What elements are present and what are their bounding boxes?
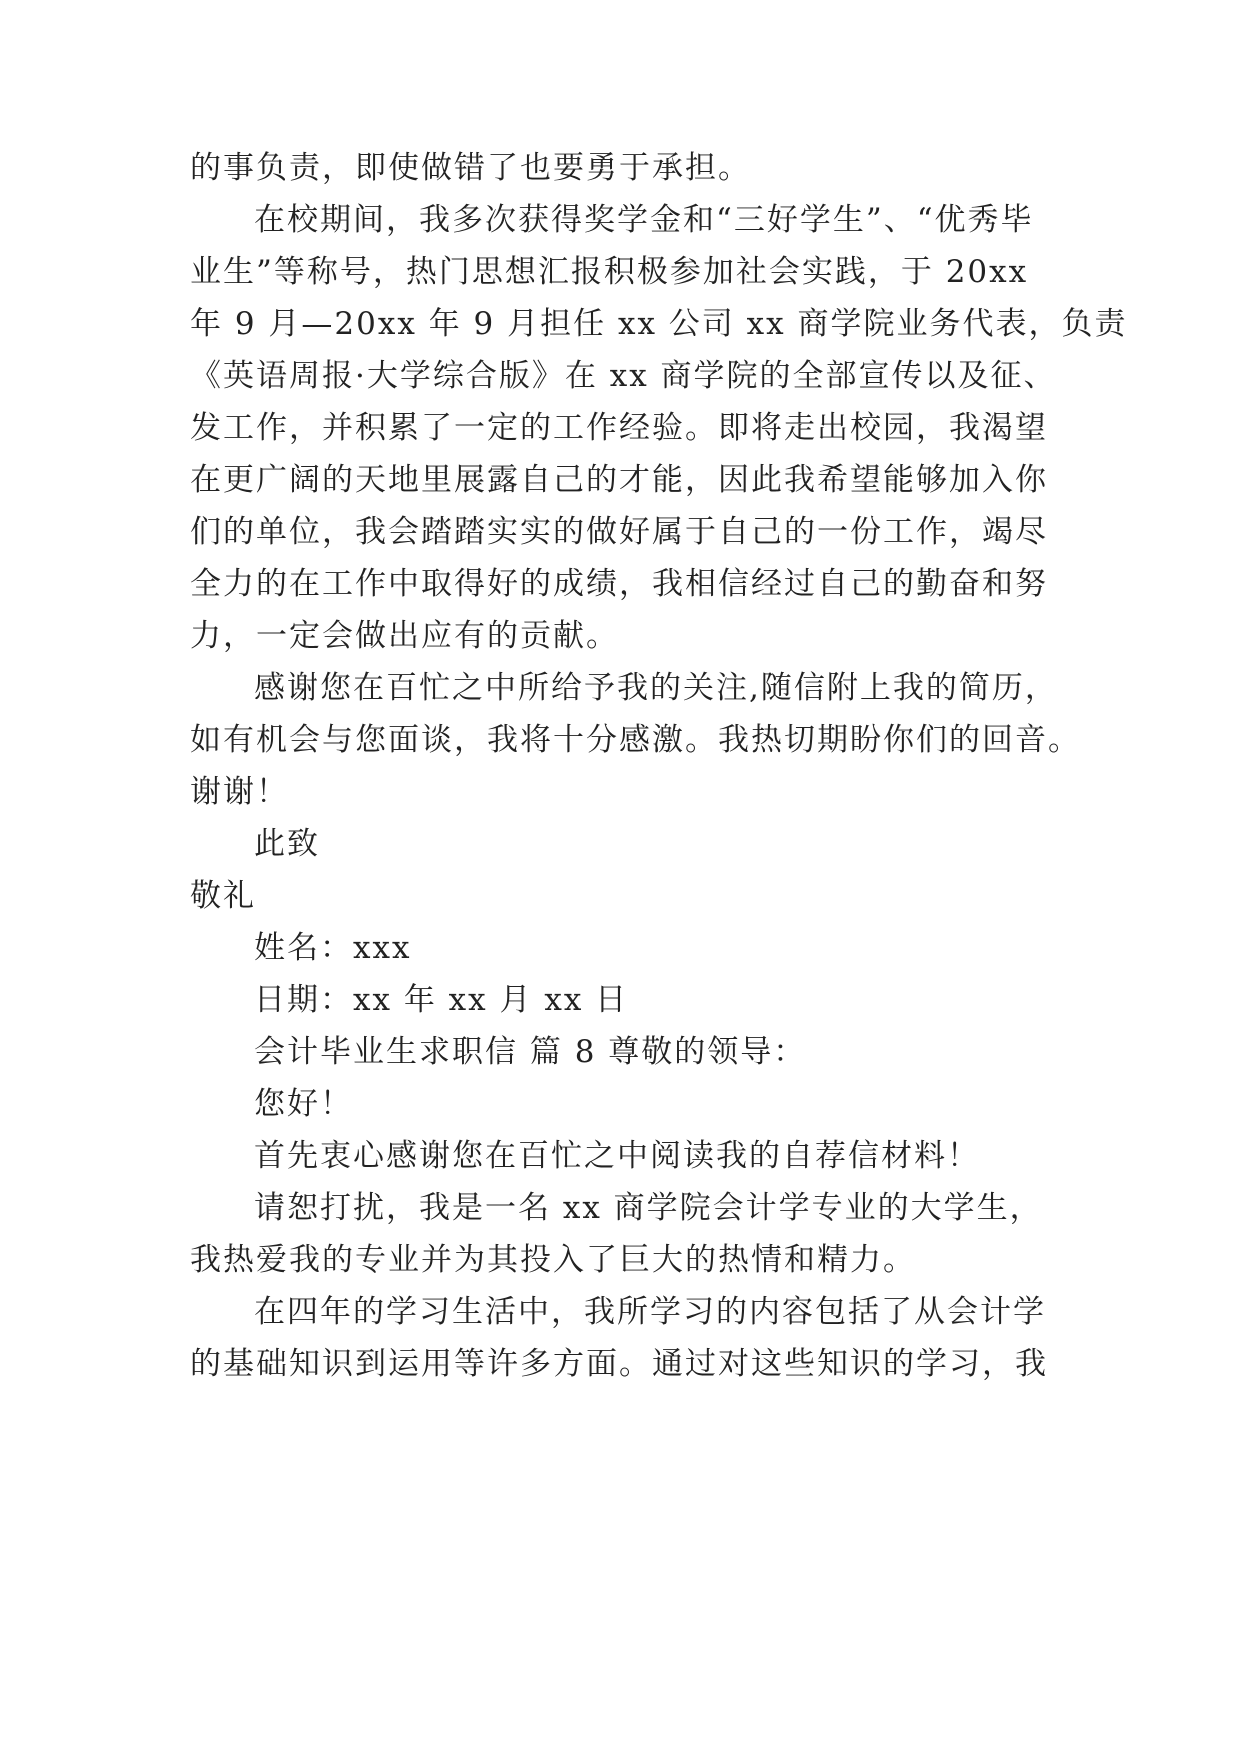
section-heading: 会计毕业生求职信 篇 8 尊敬的领导： (254, 1034, 807, 1070)
paragraph-start: 首先衷心感谢您在百忙之中阅读我的自荐信材料！ (254, 1138, 980, 1174)
closing-regards: 敬礼 (190, 878, 256, 914)
text-line: 在更广阔的天地里展露自己的才能，因此我希望能够加入你 (190, 462, 1048, 498)
text-line: 如有机会与您面谈，我将十分感激。我热切期盼你们的回音。 (190, 722, 1081, 758)
signature-name: 姓名：xxx (254, 930, 412, 966)
text-line: 年 9 月—20xx 年 9 月担任 xx 公司 xx 商学院业务代表，负责 (190, 306, 1128, 342)
signature-date: 日期：xx 年 xx 月 xx 日 (254, 982, 629, 1018)
paragraph-start: 请恕打扰，我是一名 xx 商学院会计学专业的大学生， (254, 1190, 1043, 1226)
text-line: 全力的在工作中取得好的成绩，我相信经过自己的勤奋和努 (190, 566, 1048, 602)
text-line: 力，一定会做出应有的贡献。 (190, 618, 619, 654)
text-line: 谢谢！ (190, 774, 289, 810)
text-line: 发工作，并积累了一定的工作经验。即将走出校园，我渴望 (190, 410, 1048, 446)
text-line: 《英语周报·大学综合版》在 xx 商学院的全部宣传以及征、 (190, 358, 1057, 394)
closing-salutation: 此致 (254, 826, 320, 862)
text-line: 的事负责，即使做错了也要勇于承担。 (190, 150, 751, 186)
text-line: 业生”等称号，热门思想汇报积极参加社会实践，于 20xx (190, 254, 1029, 290)
greeting: 您好！ (254, 1086, 353, 1122)
text-line: 们的单位，我会踏踏实实的做好属于自己的一份工作，竭尽 (190, 514, 1048, 550)
paragraph-start: 在四年的学习生活中，我所学习的内容包括了从会计学 (254, 1294, 1046, 1330)
paragraph-start: 感谢您在百忙之中所给予我的关注,随信附上我的简历， (254, 670, 1058, 706)
text-line: 我热爱我的专业并为其投入了巨大的热情和精力。 (190, 1242, 916, 1278)
text-line: 的基础知识到运用等许多方面。通过对这些知识的学习，我 (190, 1346, 1048, 1382)
paragraph-start: 在校期间，我多次获得奖学金和“三好学生”、“优秀毕 (254, 202, 1034, 238)
